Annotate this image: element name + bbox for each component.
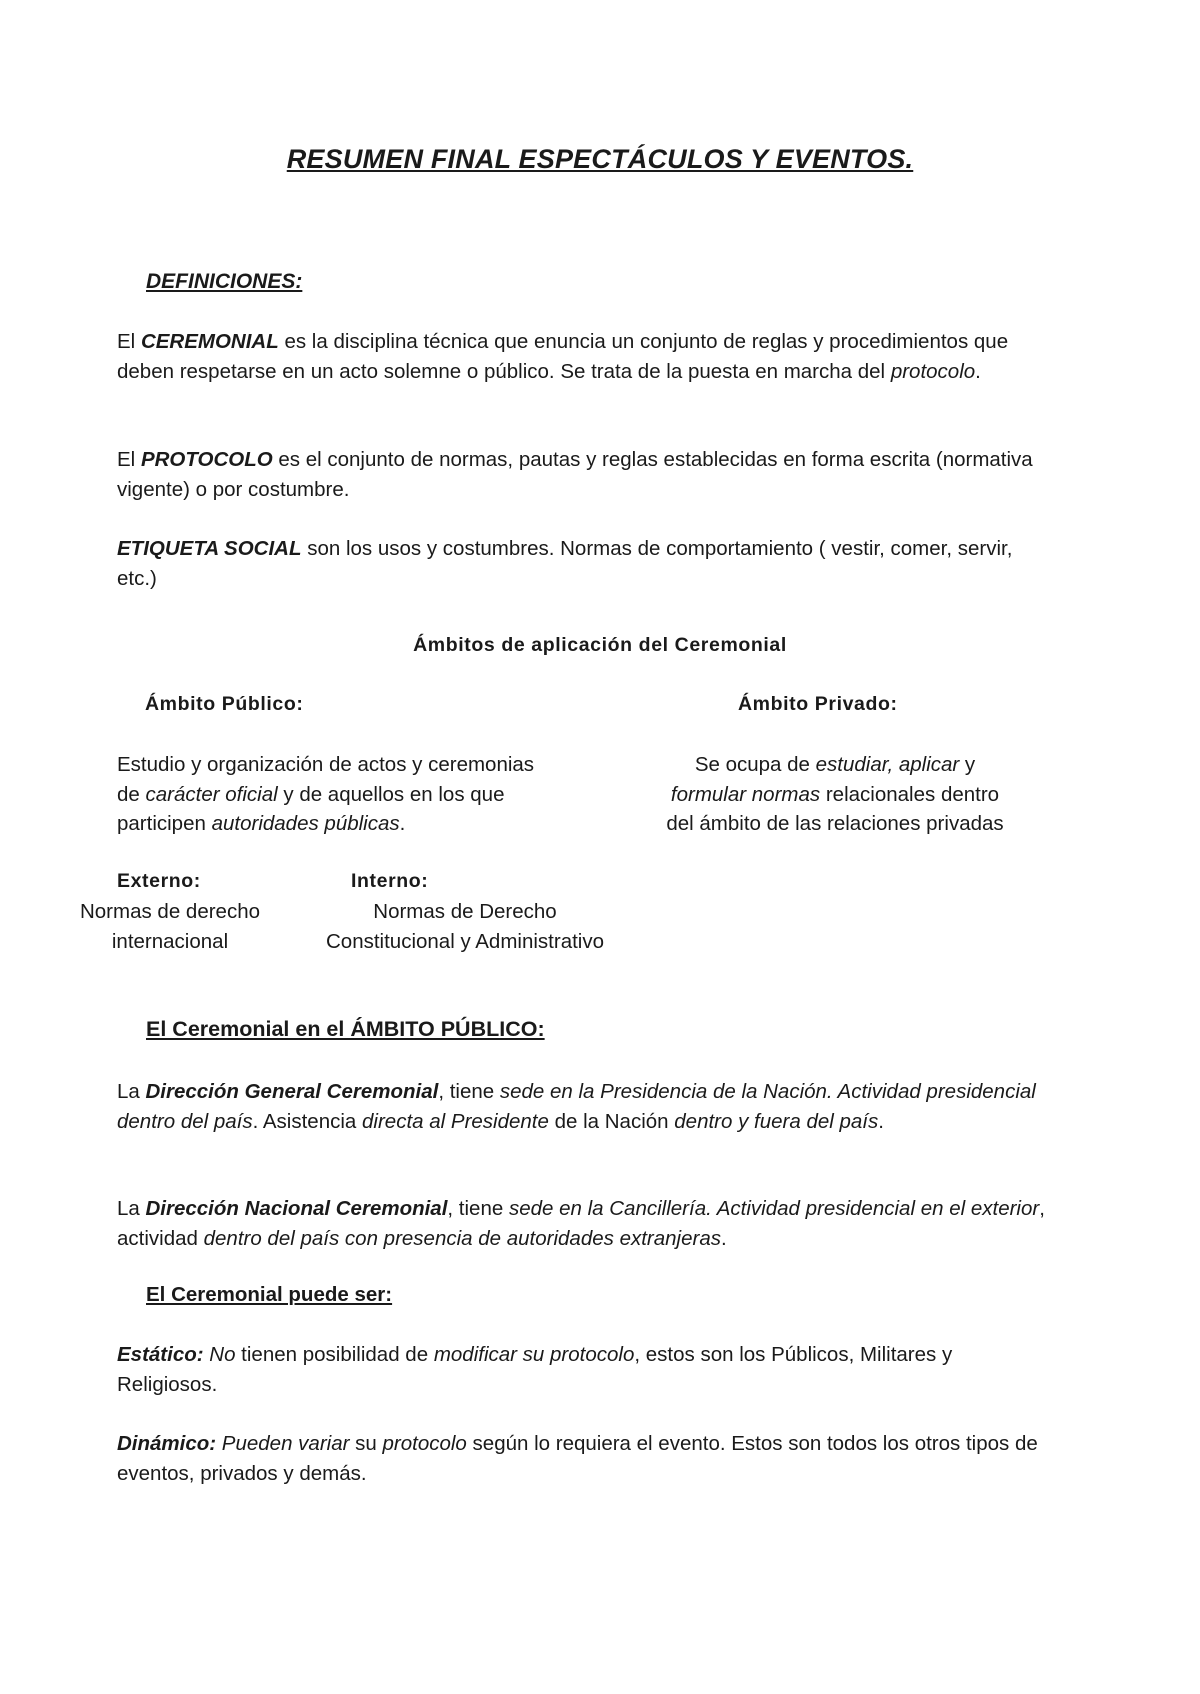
ambitos-heading: Ámbitos de aplicación del Ceremonial (413, 634, 787, 656)
interno-heading: Interno: (351, 870, 429, 892)
direccion-nacional-paragraph: La Dirección Nacional Ceremonial, tiene sede en la Cancillería. Actividad presidencial en el exterior, actividad dentro del país con presencia de autoridades extranjeras. (117, 1197, 1045, 1250)
ambito-publico-heading: Ámbito Público: (145, 693, 304, 715)
page-title: RESUMEN FINAL ESPECTÁCULOS Y EVENTOS. (286, 144, 914, 174)
externo-heading: Externo: (117, 870, 201, 892)
direccion-general-term: Dirección General Ceremonial (145, 1080, 439, 1103)
ceremonial-definition: El CEREMONIAL es la disciplina técnica que enuncia un conjunto de reglas y procedimientos que deben respetarse en un acto solemne o público. Se trata de la puesta en marcha del protocolo. (117, 330, 1009, 383)
etiqueta-definition: ETIQUETA SOCIAL son los usos y costumbres. Normas de comportamiento ( vestir, comer, servir, etc.) (117, 537, 1013, 590)
dinamico-term: Dinámico: (117, 1432, 217, 1455)
ambito-publico-text: Estudio y organización de actos y ceremonias de carácter oficial y de aquellos en los que participen autoridades públicas. (117, 753, 535, 835)
ambito-publico-section-heading: El Ceremonial en el ÁMBITO PÚBLICO: (146, 1017, 545, 1041)
estatico-term: Estático: (117, 1343, 204, 1366)
protocolo-definition: El PROTOCOLO es el conjunto de normas, pautas y reglas establecidas en forma escrita (normativa vigente) o por costumbre. (117, 448, 1033, 501)
puede-ser-heading: El Ceremonial puede ser: (146, 1283, 393, 1306)
ambito-privado-heading: Ámbito Privado: (738, 693, 898, 715)
definiciones-heading: DEFINICIONES: (146, 270, 303, 293)
interno-text: Normas de Derecho Constitucional y Administrativo (325, 900, 604, 953)
protocolo-term: PROTOCOLO (140, 448, 273, 471)
direccion-nacional-term: Dirección Nacional Ceremonial (145, 1197, 448, 1220)
externo-text: Normas de derecho internacional (79, 900, 261, 953)
dinamico-paragraph: Dinámico: Pueden variar su protocolo según lo requiera el evento. Estos son todos los otros tipos de eventos, privados y demás. (117, 1432, 1038, 1485)
ceremonial-term: CEREMONIAL (140, 330, 279, 353)
ambito-privado-text: Se ocupa de estudiar, aplicar y formular normas relacionales dentro del ámbito de las relaciones privadas (666, 753, 1004, 835)
estatico-paragraph: Estático: No tienen posibilidad de modificar su protocolo, estos son los Públicos, Militares y Religiosos. (117, 1343, 953, 1396)
direccion-general-paragraph: La Dirección General Ceremonial, tiene sede en la Presidencia de la Nación. Actividad presidencial dentro del país. Asistencia directa al Presidente de la Nación dentro y fuera del país. (117, 1080, 1036, 1133)
etiqueta-term: ETIQUETA SOCIAL (117, 537, 302, 560)
